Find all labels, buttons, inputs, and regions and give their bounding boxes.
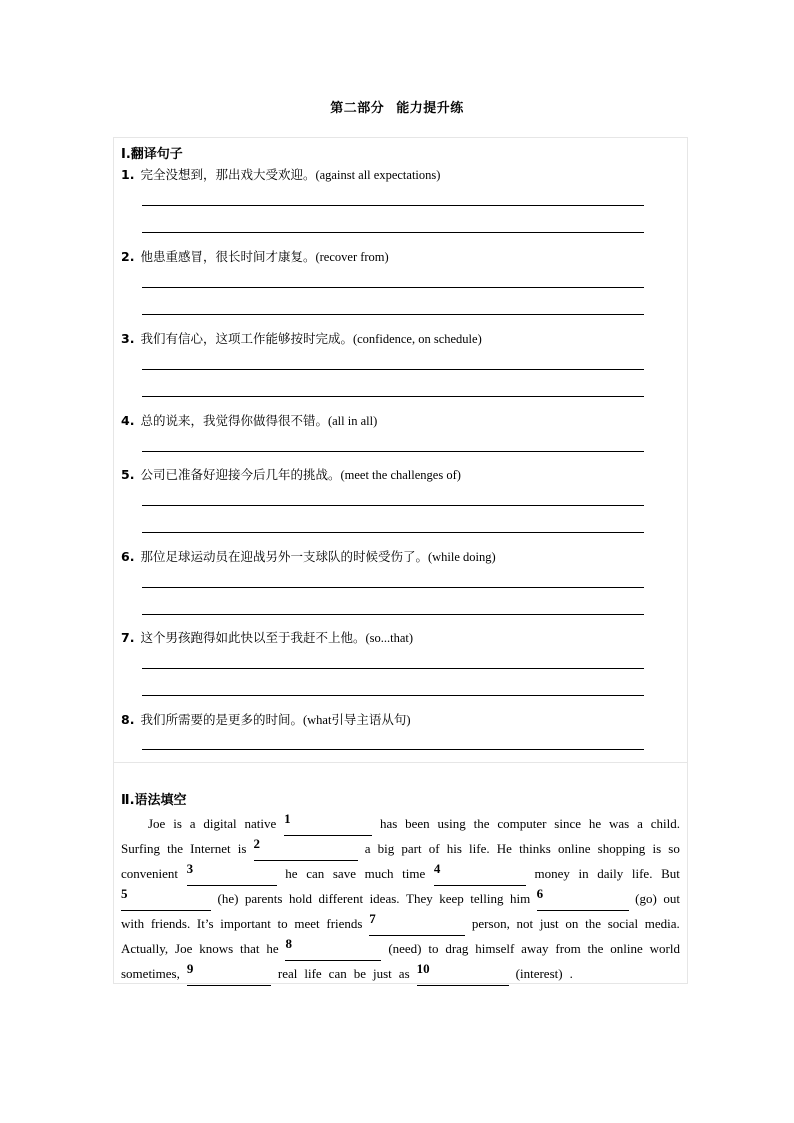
blank-2[interactable]: 2	[254, 836, 358, 861]
passage-word: native	[244, 816, 277, 831]
blank-10[interactable]: 10	[417, 961, 509, 986]
passage-word: not	[516, 916, 534, 931]
passage-word: knows	[199, 941, 234, 956]
passage-word: time	[402, 866, 426, 881]
passage-word: convenient	[121, 866, 179, 881]
passage-word: He	[496, 841, 512, 856]
passage-word: in	[578, 866, 589, 881]
passage-word: with	[121, 916, 145, 931]
question-6: 6. 那位足球运动员在迎战另外一支球队的时候受伤了。(while doing)	[121, 549, 496, 564]
answer-line[interactable]	[142, 749, 644, 750]
passage-word: Joe	[148, 816, 166, 831]
section-heading-translation: Ⅰ.翻译句子	[121, 147, 183, 162]
answer-line[interactable]	[142, 587, 644, 588]
answer-line[interactable]	[142, 505, 644, 506]
passage-word: different	[318, 891, 364, 906]
passage-word: a	[637, 816, 643, 831]
passage-word: child.	[650, 816, 680, 831]
passage-word: Surfing	[121, 841, 160, 856]
passage-word: just	[539, 916, 559, 931]
passage-word: so	[668, 841, 680, 856]
passage-word: to	[428, 941, 439, 956]
passage-word: been	[405, 816, 430, 831]
passage-word: thinks	[519, 841, 551, 856]
passage-word: parents	[244, 891, 283, 906]
part-label: 第二部分	[330, 101, 385, 116]
passage-word: is	[237, 841, 247, 856]
passage-word: be	[353, 966, 366, 981]
passage-word: to	[277, 916, 288, 931]
passage-word: since	[554, 816, 581, 831]
passage-word: They	[406, 891, 433, 906]
passage-word: save	[332, 866, 356, 881]
passage-word: much	[364, 866, 394, 881]
passage-word: sometimes,	[121, 966, 180, 981]
answer-line[interactable]	[142, 396, 644, 397]
passage-word: Actually,	[121, 941, 169, 956]
passage-word: media.	[644, 916, 680, 931]
passage-line	[121, 911, 680, 936]
answer-line[interactable]	[142, 314, 644, 315]
passage-word: life.	[631, 866, 653, 881]
passage-word: from	[555, 941, 581, 956]
passage-word: he	[285, 866, 298, 881]
passage-word: the	[587, 941, 604, 956]
answer-line[interactable]	[142, 451, 644, 452]
passage-word: online	[610, 941, 643, 956]
passage-word: friends.	[150, 916, 191, 931]
answer-line[interactable]	[142, 614, 644, 615]
passage-word: (interest)	[515, 966, 563, 981]
question-5: 5. 公司已准备好迎接今后几年的挑战。(meet the challenges of)	[121, 467, 461, 482]
passage-word: .	[569, 966, 573, 981]
blank-7[interactable]: 7	[369, 911, 465, 936]
passage-word: daily	[597, 866, 624, 881]
passage-word: digital	[203, 816, 237, 831]
passage-word: computer	[497, 816, 547, 831]
passage-word: meet	[294, 916, 320, 931]
passage-word: can	[328, 966, 347, 981]
passage-line	[121, 836, 680, 861]
blank-9[interactable]: 9	[187, 961, 271, 986]
passage-word: that	[240, 941, 260, 956]
passage-word: friends	[326, 916, 363, 931]
passage-word: the	[473, 816, 490, 831]
passage-line	[121, 811, 680, 836]
passage-word: him	[509, 891, 531, 906]
passage-word: has	[379, 816, 398, 831]
passage-word: (he)	[217, 891, 239, 906]
passage-word: he	[588, 816, 602, 831]
passage-word: a	[189, 816, 196, 831]
passage-word: is	[173, 816, 182, 831]
passage-word: (need)	[388, 941, 422, 956]
part-name: 能力提升练	[396, 101, 464, 116]
passage-word: ideas.	[369, 891, 400, 906]
passage-word: But	[661, 866, 680, 881]
passage-word: can	[306, 866, 325, 881]
question-8: 8. 我们所需要的是更多的时间。(what引导主语从句)	[121, 712, 411, 727]
passage-word: Internet	[190, 841, 231, 856]
passage-word: using	[437, 816, 466, 831]
passage-word: part	[401, 841, 422, 856]
passage-word: life	[304, 966, 322, 981]
question-7: 7. 这个男孩跑得如此快以至于我赶不上他。(so...that)	[121, 630, 414, 645]
section-heading-grammar: Ⅱ.语法填空	[121, 793, 187, 808]
passage-word: as	[398, 966, 410, 981]
passage-word: shopping	[597, 841, 646, 856]
passage-word: telling	[470, 891, 504, 906]
cloze-passage	[121, 811, 680, 986]
translation-section-box	[113, 137, 688, 763]
passage-word: hold	[288, 891, 313, 906]
passage-line	[121, 886, 680, 911]
blank-1[interactable]: 1	[284, 811, 372, 836]
answer-line[interactable]	[142, 532, 644, 533]
passage-word: was	[609, 816, 630, 831]
answer-line[interactable]	[142, 668, 644, 669]
passage-word: a	[364, 841, 371, 856]
passage-line	[121, 936, 680, 961]
passage-line	[121, 961, 680, 986]
passage-word: the	[585, 916, 602, 931]
answer-line[interactable]	[142, 232, 644, 233]
passage-word: he	[266, 941, 279, 956]
answer-line[interactable]	[142, 205, 644, 206]
answer-line[interactable]	[142, 369, 644, 370]
passage-word: keep	[439, 891, 464, 906]
blank-3[interactable]: 3	[187, 861, 277, 886]
blank-6[interactable]: 6	[537, 886, 629, 911]
passage-word: important	[220, 916, 271, 931]
passage-word: himself	[475, 941, 515, 956]
passage-word: drag	[445, 941, 469, 956]
passage-word: his	[446, 841, 462, 856]
passage-word: big	[377, 841, 395, 856]
passage-line	[121, 861, 680, 886]
passage-word: (go)	[635, 891, 657, 906]
passage-word: online	[558, 841, 591, 856]
passage-word: It’s	[196, 916, 214, 931]
answer-line[interactable]	[142, 287, 644, 288]
passage-word: the	[167, 841, 184, 856]
blank-8[interactable]: 8	[285, 936, 381, 961]
answer-line[interactable]	[142, 695, 644, 696]
question-3: 3. 我们有信心，这项工作能够按时完成。(confidence, on schedule)	[121, 331, 482, 346]
passage-word: on	[565, 916, 579, 931]
question-4: 4. 总的说来，我觉得你做得很不错。(all in all)	[121, 413, 378, 428]
passage-word: away	[521, 941, 549, 956]
blank-5[interactable]: 5	[121, 886, 211, 911]
passage-word: just	[373, 966, 392, 981]
passage-word: Joe	[175, 941, 193, 956]
passage-word: money	[534, 866, 570, 881]
passage-word: out	[663, 891, 680, 906]
passage-word: world	[649, 941, 680, 956]
passage-word: life.	[469, 841, 490, 856]
passage-word: of	[428, 841, 440, 856]
question-2: 2. 他患重感冒，很长时间才康复。(recover from)	[121, 249, 389, 264]
passage-word: social	[607, 916, 639, 931]
question-1: 1. 完全没想到，那出戏大受欢迎。(against all expectations)	[121, 167, 441, 182]
passage-word: is	[652, 841, 662, 856]
passage-word: person,	[471, 916, 510, 931]
page-title	[0, 97, 794, 116]
blank-4[interactable]: 4	[434, 861, 526, 886]
passage-word: real	[277, 966, 298, 981]
